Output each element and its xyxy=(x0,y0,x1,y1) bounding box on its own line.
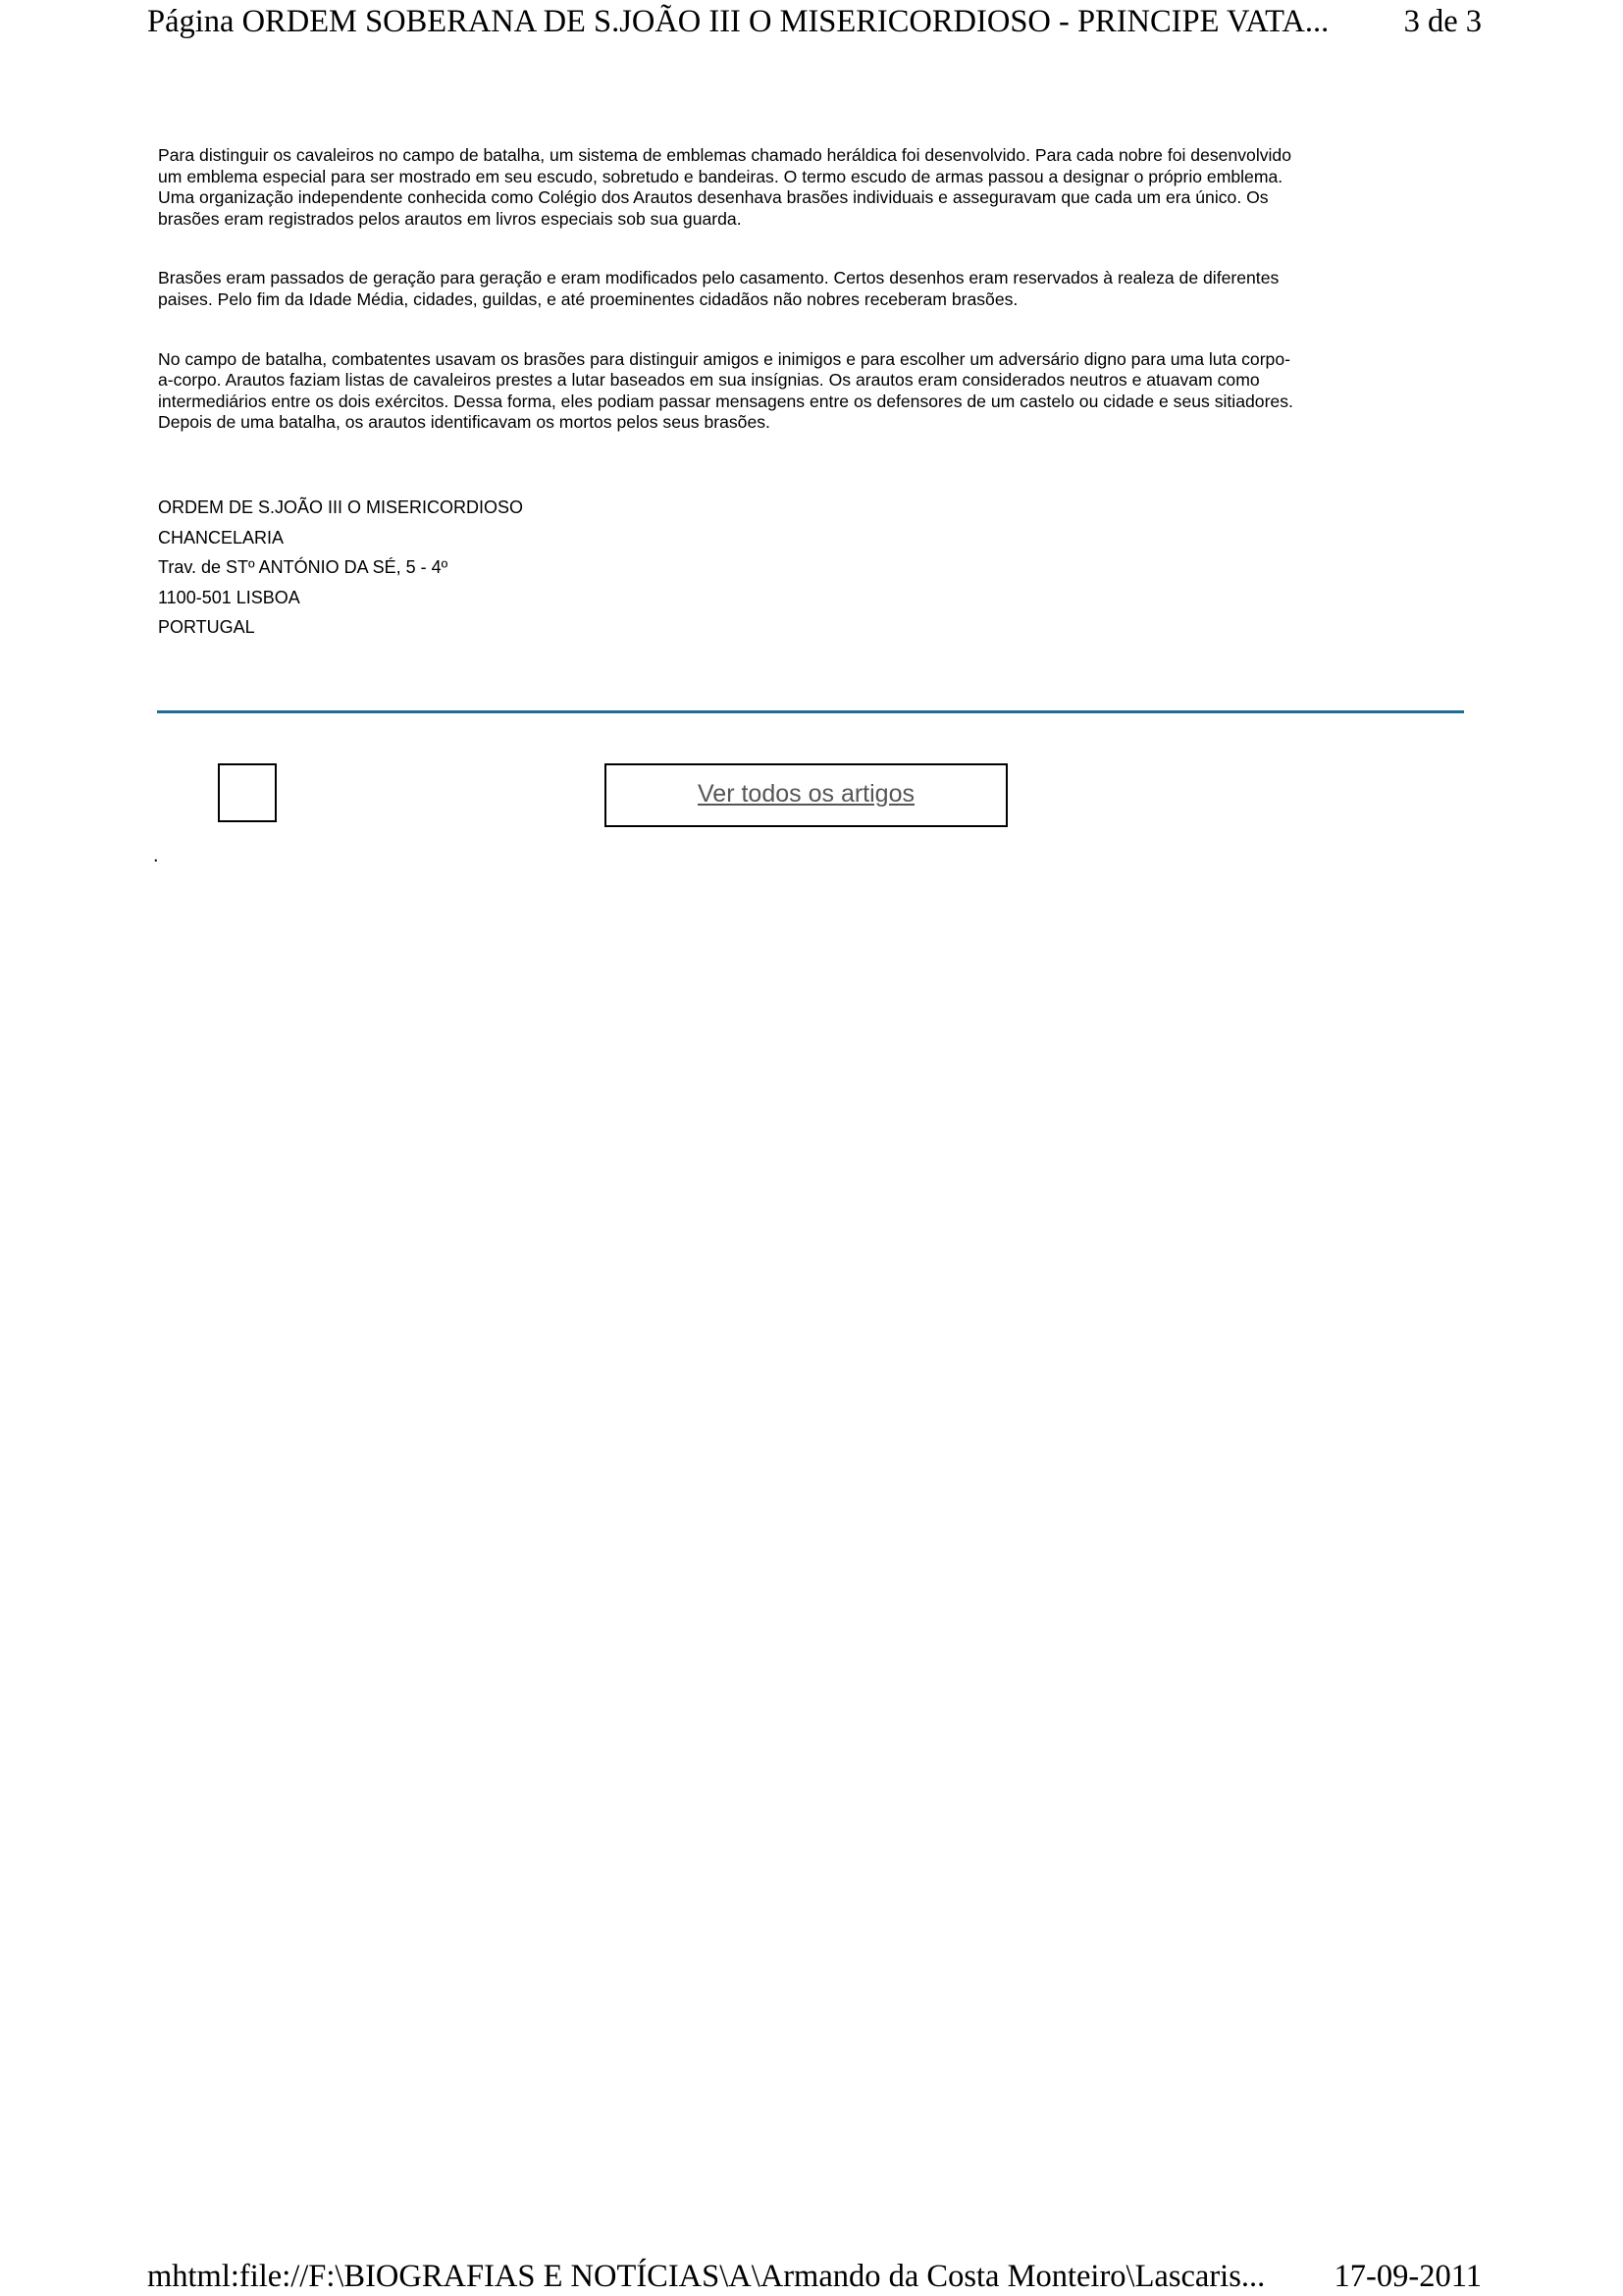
print-footer xyxy=(147,2257,1482,2296)
trailing-dot: . xyxy=(153,845,159,866)
section-divider xyxy=(157,710,1464,713)
view-all-articles-link[interactable]: Ver todos os artigos xyxy=(698,780,915,808)
article-paragraph: Brasões eram passados de geração para geração e eram modificados pelo casamento. Certos desenhos eram reservados à realeza de diferentes paises. Pelo fim da Idade Média, cidades, guildas, e até proeminentes cidadãos não nobres receberam brasões. xyxy=(158,268,1280,309)
page-title: Página ORDEM SOBERANA DE S.JOÃO III O MISERICORDIOSO - PRINCIPE VATA... xyxy=(147,4,1330,39)
address-country: PORTUGAL xyxy=(158,617,255,637)
article-paragraph: No campo de batalha, combatentes usavam os brasões para distinguir amigos e inimigos e para escolher um adversário digno para uma luta corpo-a-corpo. Arautos faziam listas de cavaleiros prestes a lutar baseados em sua insígnias. Os arautos eram considerados neutros e atuavam como intermediários entre os dois exércitos. Dessa forma, eles podiam passar mensagens entre os defensores de um castelo ou cidade e seus sitiadores. Depois de uma batalha, os arautos identificavam os mortos pelos seus brasões. xyxy=(158,348,1293,433)
address-department: CHANCELARIA xyxy=(158,527,285,548)
address-block xyxy=(158,493,523,643)
page-indicator: 3 de 3 xyxy=(1403,4,1482,39)
print-date: 17-09-2011 xyxy=(1334,2259,1482,2294)
print-header xyxy=(147,0,1482,43)
address-organization: ORDEM DE S.JOÃO III O MISERICORDIOSO xyxy=(158,497,524,517)
address-street: Trav. de STº ANTÓNIO DA SÉ, 5 - 4º xyxy=(158,557,448,577)
view-all-articles-button[interactable] xyxy=(604,763,1008,827)
empty-checkbox[interactable] xyxy=(218,763,277,822)
article-paragraph: Para distinguir os cavaleiros no campo de batalha, um sistema de emblemas chamado heráldica foi desenvolvido. Para cada nobre foi desenvolvido um emblema especial para ser mostrado em seu escudo, sobretudo e bandeiras. O termo escudo de armas passou a designar o próprio emblema. Uma organização independente conhecida como Colégio dos Arautos desenhava brasões individuais e asseguravam que cada um era único. Os brasões eram registrados pelos arautos em livros especiais sob sua guarda. xyxy=(158,145,1292,229)
article-body xyxy=(158,145,1296,472)
address-postal-city: 1100-501 LISBOA xyxy=(158,587,300,607)
source-url: mhtml:file://F:\BIOGRAFIAS E NOTÍCIAS\A\Armando da Costa Monteiro\Lascaris... xyxy=(147,2259,1266,2294)
